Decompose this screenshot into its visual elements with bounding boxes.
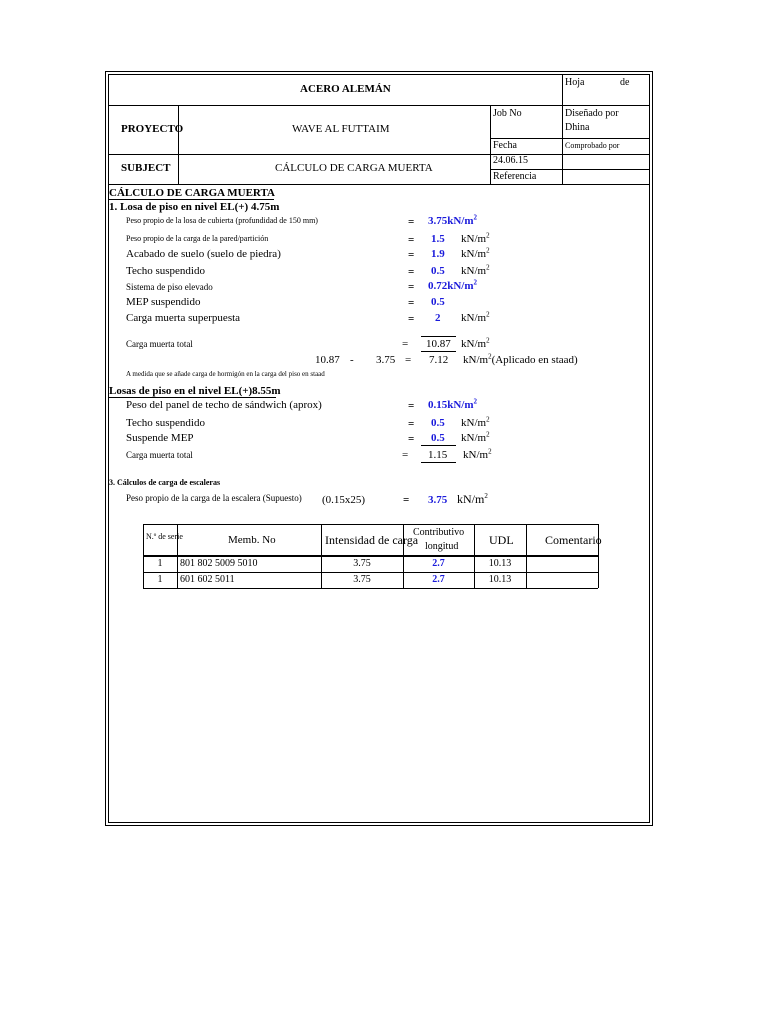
header-vline-1: [178, 105, 179, 184]
header-intensity: Intensidad de carga: [325, 533, 419, 547]
header-divider-1: [108, 105, 650, 106]
cell-udl: 10.13: [488, 574, 512, 585]
header-vline-3: [562, 74, 563, 184]
section1-title: 1. Losa de piso en nivel EL(+) 4.75m: [109, 201, 280, 213]
section2-total-label: Carga muerta total: [126, 450, 193, 460]
row-label: Peso propio de la carga de la pared/partición: [126, 234, 269, 243]
row-equals: =: [408, 234, 415, 246]
row-label: Acabado de suelo (suelo de piedra): [126, 248, 281, 260]
row-label: Peso del panel de techo de sándwich (aprox): [126, 399, 322, 411]
date-value: 24.06.15: [493, 155, 528, 166]
header-contrib-2: longitud: [425, 541, 459, 552]
subject-value: CÁLCULO DE CARGA MUERTA: [275, 162, 433, 174]
row-value: 0.5: [431, 432, 445, 444]
project-value: WAVE AL FUTTAIM: [292, 123, 390, 135]
row-value: $3.75kN/m^2$: [428, 213, 478, 227]
section1-total-unit: $kN/m^2$: [461, 336, 490, 350]
calc-minus: -: [350, 354, 354, 366]
total-topline: [421, 336, 456, 337]
header-member: Memb. No: [228, 534, 276, 546]
section3-unit: $kN/m^2$: [457, 492, 488, 506]
reference-label: Referencia: [493, 171, 537, 182]
main-title: CÁLCULO DE CARGA MUERTA: [109, 187, 275, 199]
cell-intensity: 3.75: [353, 574, 371, 585]
designer-name: Dhina: [565, 122, 590, 133]
section2-total-equals: =: [402, 449, 409, 461]
row-equals: =: [408, 400, 415, 412]
row-unit: $kN/m^2$: [461, 263, 490, 277]
header-contrib-1: Contributivo: [413, 527, 465, 538]
section2-total-underline: [421, 462, 456, 463]
header-divider-2: [108, 154, 650, 155]
row-unit: $kN/m^2$: [461, 430, 490, 444]
date-label: Fecha: [493, 140, 517, 151]
header-divider-4: [490, 138, 650, 139]
row-label: Peso propio de la losa de cubierta (profundidad de 150 mm): [126, 216, 318, 225]
row-unit: $kN/m^2$: [461, 310, 490, 324]
calc-a: 10.87: [315, 354, 340, 366]
section2-total-unit: $kN/m^2$: [463, 447, 492, 461]
row-label: Sistema de piso elevado: [126, 282, 213, 292]
row-value: $0.72kN/m^2$: [428, 278, 478, 292]
table-row-divider: [143, 572, 598, 573]
header-vline-2: [490, 105, 491, 184]
table-vline: [526, 524, 527, 588]
row-equals: =: [408, 249, 415, 261]
table-header-bottom: [143, 555, 598, 557]
main-title-underline: [109, 199, 274, 200]
section3-expr: (0.15x25): [322, 494, 366, 506]
cell-intensity: 3.75: [353, 558, 371, 569]
section1-total-value: 10.87: [426, 338, 451, 350]
cell-serial: 1: [157, 574, 163, 585]
header-udl: UDL: [489, 533, 514, 547]
row-label: MEP suspendido: [126, 296, 201, 308]
cell-length: 2.7: [432, 558, 445, 569]
row-unit: $kN/m^2$: [461, 246, 490, 260]
sheet-of-label: de: [620, 77, 630, 88]
section3-label: Peso propio de la carga de la escalera (Supuesto): [126, 493, 302, 503]
row-value: 0.5: [431, 296, 445, 308]
sheet-label: Hoja: [565, 77, 585, 88]
calc-equals: =: [405, 354, 412, 366]
row-unit: $kN/m^2$: [461, 231, 490, 245]
header-divider-3: [108, 184, 650, 185]
calc-result: 7.12: [429, 354, 449, 366]
row-value: 0.5: [431, 265, 445, 277]
row-value: 0.5: [431, 417, 445, 429]
calc-b: 3.75: [376, 354, 396, 366]
checked-by-label: Comprobado por: [565, 141, 620, 150]
section3-equals: =: [403, 494, 410, 506]
table-top: [143, 524, 598, 525]
cell-serial: 1: [157, 558, 163, 569]
header-divider-5: [490, 169, 650, 170]
row-equals: =: [408, 216, 415, 228]
row-value: 1.9: [431, 248, 445, 260]
header-serial: N.º de serie: [146, 532, 183, 541]
row-label: Suspende MEP: [126, 432, 194, 444]
row-equals: =: [408, 433, 415, 445]
total-underline: [421, 351, 456, 352]
section1-total-label: Carga muerta total: [126, 339, 193, 349]
cell-member: 601 602 5011: [180, 574, 235, 585]
row-equals: =: [408, 297, 415, 309]
header-comment: Comentario: [545, 533, 602, 547]
row-underline: [421, 445, 456, 446]
section3-value: 3.75: [428, 494, 448, 506]
row-value: 1.5: [431, 233, 445, 245]
calc-unit: $kN/m^2(Aplicado$ en staad): [463, 352, 578, 366]
company-name: ACERO ALEMÁN: [300, 83, 391, 95]
job-no-label: Job No: [493, 108, 522, 119]
subject-label: SUBJECT: [121, 162, 171, 174]
row-label: Techo suspendido: [126, 417, 205, 429]
section2-title: Losas de piso en el nivel EL(+)8.55m: [109, 385, 281, 397]
designed-by-label: Diseñado por: [565, 108, 619, 119]
table-bottom: [143, 588, 598, 589]
cell-length: 2.7: [432, 574, 445, 585]
row-unit: $kN/m^2$: [461, 415, 490, 429]
row-label: Carga muerta superpuesta: [126, 312, 241, 324]
section2-total-value: 1.15: [428, 449, 448, 461]
row-equals: =: [408, 418, 415, 430]
row-label: Techo suspendido: [126, 265, 205, 277]
row-value: $0.15kN/m^2$: [428, 397, 478, 411]
row-equals: =: [408, 266, 415, 278]
row-equals: =: [408, 281, 415, 293]
section1-footnote: A medida que se añade carga de hormigón en la carga del piso en staad: [126, 370, 325, 378]
row-value: 2: [435, 312, 441, 324]
section2-title-underline: [109, 397, 276, 398]
section1-total-equals: =: [402, 338, 409, 350]
project-label: PROYECTO: [121, 123, 184, 135]
section3-title: 3. Cálculos de carga de escaleras: [109, 478, 221, 487]
row-equals: =: [408, 313, 415, 325]
cell-udl: 10.13: [488, 558, 512, 569]
cell-member: 801 802 5009 5010: [180, 558, 258, 569]
